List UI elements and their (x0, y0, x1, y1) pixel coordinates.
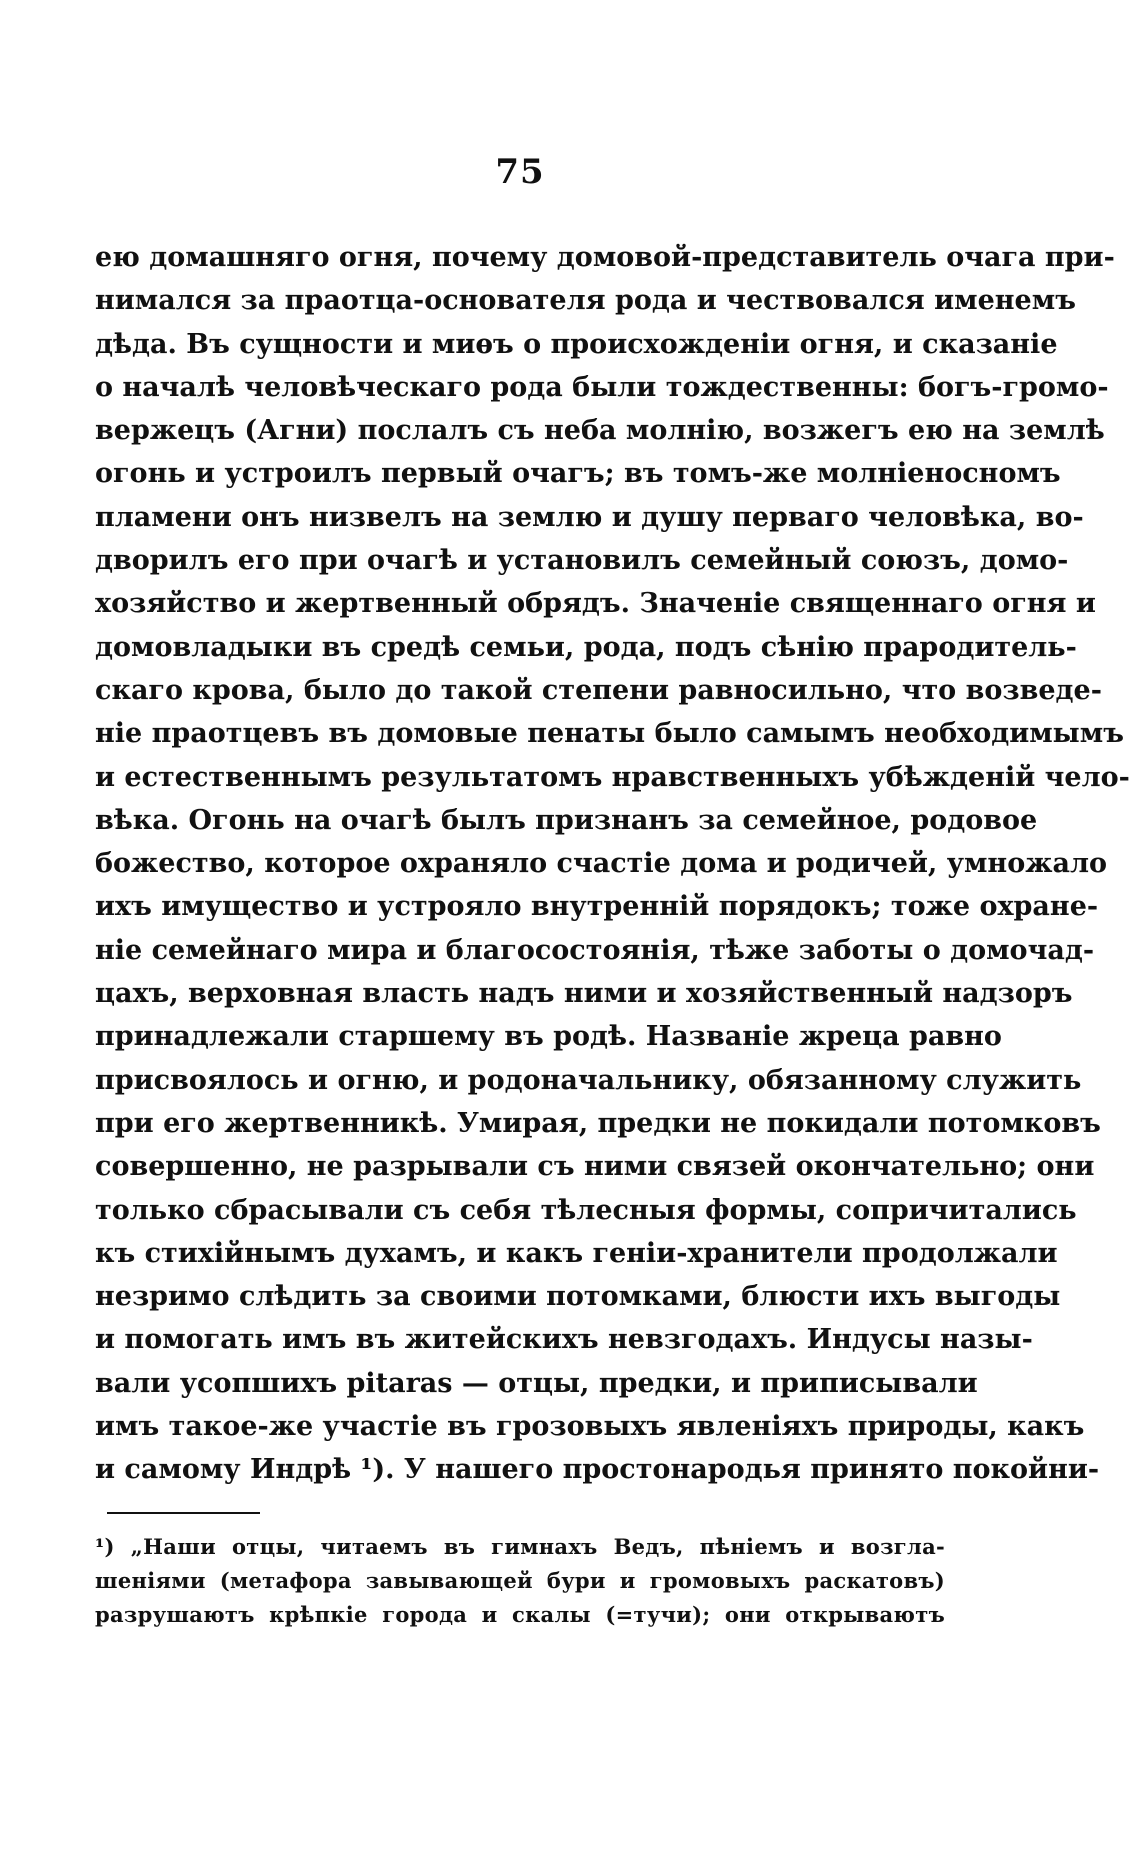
text-line: дѣда. Въ сущности и миѳъ о происхожденіи огня, и сказаніе (95, 328, 1058, 360)
text-line: ею домашняго огня, почему домовой-представитель очага при- (95, 242, 1115, 273)
footnotes (95, 1530, 945, 1632)
text-line: цахъ, верховная власть надъ ними и хозяйственный надзоръ (95, 978, 1073, 1010)
text-line: домовладыки въ средѣ семьи, рода, подъ сѣнію прародитель- (95, 631, 1077, 663)
text-line: скаго крова, было до такой степени равносильно, что возведе- (95, 674, 1102, 706)
body-text (95, 236, 1130, 1492)
footnote-line: шеніями (метафора завывающей бури и громовыхъ раскатовъ) (95, 1568, 945, 1593)
text-line: о началѣ человѣческаго рода были тождественны: богъ-громо- (95, 371, 1109, 403)
text-line: и естественнымъ результатомъ нравственныхъ убѣжденій чело- (95, 761, 1130, 793)
text-line: ніе семейнаго мира и благосостоянія, тѣже заботы о домочад- (95, 934, 1095, 966)
text-line: и помогать имъ въ житейскихъ невзгодахъ. Индусы назы- (95, 1324, 1033, 1356)
text-line: вѣка. Огонь на очагѣ былъ признанъ за семейное, родовое (95, 804, 1038, 836)
text-line: ихъ имущество и устрояло внутренній порядокъ; тоже охране- (95, 891, 1099, 923)
footnote-line: разрушаютъ крѣпкіе города и скалы (=тучи); они открываютъ (95, 1602, 945, 1627)
text-line: нимался за праотца-основателя рода и чествовался именемъ (95, 285, 1076, 317)
text-line: незримо слѣдить за своими потомками, блюсти ихъ выгоды (95, 1281, 1061, 1313)
text-line: только сбрасывали съ себя тѣлесныя формы, сопричитались (95, 1194, 1077, 1226)
footnote-divider (107, 1512, 260, 1514)
text-line: пламени онъ низвелъ на землю и душу перваго человѣка, во- (95, 501, 1084, 533)
text-line: вали усопшихъ pitaras — отцы, предки, и приписывали (95, 1367, 978, 1399)
text-line: дворилъ его при очагѣ и установилъ семейный союзъ, домо- (95, 545, 1069, 577)
footnote-line: ¹) „Наши отцы, читаемъ въ гимнахъ Ведъ, пѣніемъ и возгла- (95, 1534, 945, 1559)
text-line: и самому Индрѣ ¹). У нашего простонародья принято покойни- (95, 1454, 1100, 1486)
text-line: божество, которое охраняло счастіе дома и родичей, умножало (95, 848, 1108, 880)
text-line: совершенно, не разрывали съ ними связей окончательно; они (95, 1151, 1095, 1183)
text-line: хозяйство и жертвенный обрядъ. Значеніе священнаго огня и (95, 588, 1096, 620)
text-line: къ стихійнымъ духамъ, и какъ геніи-хранители продолжали (95, 1237, 1058, 1269)
page-number: 75 (495, 152, 545, 192)
text-line: при его жертвенникѣ. Умирая, предки не покидали потомковъ (95, 1107, 1101, 1139)
text-line: огонь и устроилъ первый очагъ; въ томъ-же молніеносномъ (95, 458, 1061, 490)
text-line: присвоялось и огню, и родоначальнику, обязанному служить (95, 1064, 1082, 1096)
text-line: ніе праотцевъ въ домовые пенаты было самымъ необходимымъ (95, 718, 1124, 750)
text-line: принадлежали старшему въ родѣ. Названіе жреца равно (95, 1021, 1002, 1053)
text-line: имъ такое-же участіе въ грозовыхъ явленіяхъ природы, какъ (95, 1411, 1085, 1443)
text-line: вержецъ (Агни) послалъ съ неба молнію, возжегъ ею на землѣ (95, 415, 1105, 447)
